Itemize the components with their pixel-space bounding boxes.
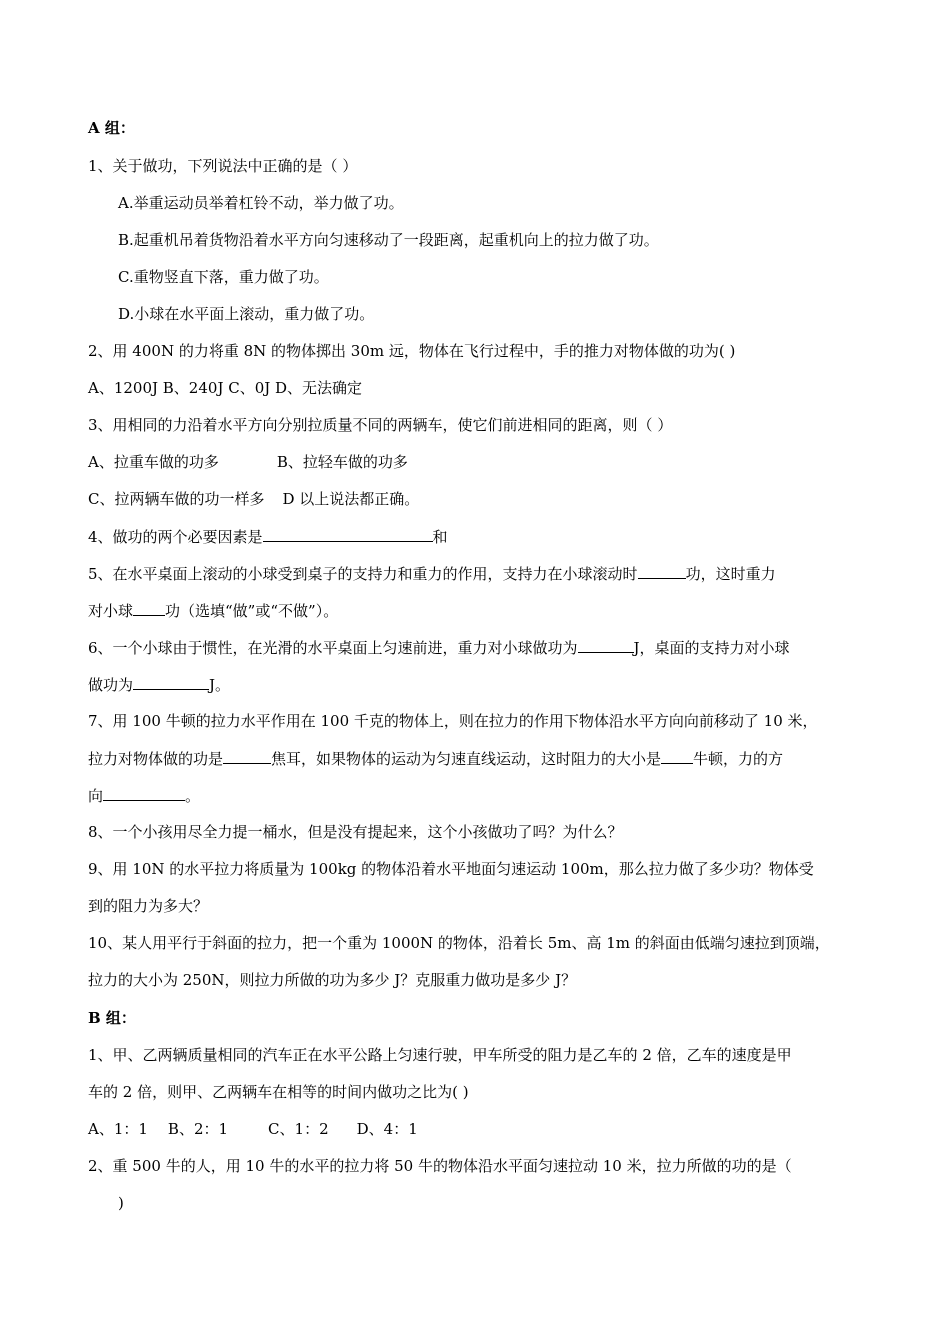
question-b1-line1: 1、甲、乙两辆质量相同的汽车正在水平公路上匀速行驶，甲车所受的阻力是乙车的 2 倍，乙车的速度是甲 xyxy=(88,1046,792,1064)
question-a8: 8、一个小孩用尽全力提一桶水，但是没有提起来，这个小孩做功了吗？为什么？ xyxy=(88,823,623,841)
question-b2-line2: ) xyxy=(118,1194,124,1212)
question-a3-option-d: D 以上说法都正确。 xyxy=(282,490,420,508)
question-a7-text-3: 牛顿，力的方 xyxy=(693,750,784,768)
question-a5-line1 xyxy=(88,563,776,583)
question-a10-line1: 10、某人用平行于斜面的拉力，把一个重为 1000N 的物体，沿着长 5m、高 1m 的斜面由低端匀速拉到顶端， xyxy=(88,934,830,952)
question-a4-text-before: 4、做功的两个必要因素是 xyxy=(88,528,263,546)
question-a7-line1: 7、用 100 牛顿的拉力水平作用在 100 千克的物体上，则在拉力的作用下物体沿水平方向向前移动了 10 米， xyxy=(88,712,818,730)
question-a3-option-b: B、拉轻车做的功多 xyxy=(276,453,408,471)
question-a2-stem: 2、用 400N 的力将重 8N 的物体掷出 30m 远，物体在飞行过程中，手的推力对物体做的功为( ) xyxy=(88,342,736,360)
question-a6-line2 xyxy=(88,674,230,694)
answer-blank[interactable] xyxy=(133,674,209,690)
group-a-heading: A 组： xyxy=(88,119,135,137)
question-a3-option-c: C、拉两辆车做的功一样多 xyxy=(88,490,265,508)
group-b-heading: B 组： xyxy=(88,1009,136,1027)
question-a9-line1: 9、用 10N 的水平拉力将质量为 100kg 的物体沿着水平地面匀速运动 100m，那么拉力做了多少功？物体受 xyxy=(88,860,814,878)
question-a5-text-2: 功，这时重力 xyxy=(685,565,776,583)
question-a4 xyxy=(88,526,448,546)
question-a5-text-1: 5、在水平桌面上滚动的小球受到桌子的支持力和重力的作用，支持力在小球滚动时 xyxy=(88,565,638,583)
question-a6-text-3: 做功为 xyxy=(88,676,134,694)
question-a7-text-2: 焦耳，如果物体的运动为匀速直线运动，这时阻力的大小是 xyxy=(271,750,662,768)
question-a3-options-row1 xyxy=(88,452,408,472)
question-a3-options-row2 xyxy=(88,489,419,509)
answer-blank[interactable] xyxy=(263,526,433,542)
question-a3-stem: 3、用相同的力沿着水平方向分别拉质量不同的两辆车，使它们前进相同的距离，则（ ） xyxy=(88,416,673,434)
question-b1-option-c: C、1：2 xyxy=(268,1120,329,1138)
question-a9-line2: 到的阻力为多大？ xyxy=(88,897,209,915)
question-b1-option-a: A、1：1 xyxy=(88,1120,148,1138)
question-a5-text-3: 对小球 xyxy=(88,602,134,620)
answer-blank[interactable] xyxy=(661,748,693,764)
question-a4-text-after: 和 xyxy=(432,528,448,546)
question-a7-text-4: 向 xyxy=(88,787,104,805)
question-a7-text-5: 。 xyxy=(185,787,201,805)
question-b1-options xyxy=(88,1119,418,1139)
question-a7-text-1: 拉力对物体做的功是 xyxy=(88,750,224,768)
question-a1-option-d: D.小球在水平面上滚动，重力做了功。 xyxy=(118,305,375,323)
question-a3-option-a: A、拉重车做的功多 xyxy=(88,453,219,471)
answer-blank[interactable] xyxy=(223,748,271,764)
answer-blank[interactable] xyxy=(578,637,634,653)
question-b1-line2: 车的 2 倍，则甲、乙两辆车在相等的时间内做功之比为( ) xyxy=(88,1083,469,1101)
question-a6-text-2: J，桌面的支持力对小球 xyxy=(633,639,790,657)
answer-blank[interactable] xyxy=(103,785,185,801)
question-a7-line2 xyxy=(88,748,783,768)
question-b1-option-b: B、2：1 xyxy=(167,1120,229,1138)
question-a5-text-4: 功（选填“做”或“不做”）。 xyxy=(165,602,339,620)
question-b1-option-d: D、4：1 xyxy=(356,1120,418,1138)
question-a6-line1 xyxy=(88,637,790,657)
question-a2-options: A、1200J B、240J C、0J D、无法确定 xyxy=(88,379,363,397)
question-a1-stem: 1、关于做功，下列说法中正确的是（ ） xyxy=(88,157,358,175)
question-a7-line3 xyxy=(88,785,200,805)
question-b2-line1: 2、重 500 牛的人，用 10 牛的水平的拉力将 50 牛的物体沿水平面匀速拉动 10 米，拉力所做的功的是（ xyxy=(88,1157,792,1175)
question-a5-line2 xyxy=(88,600,338,620)
question-a6-text-1: 6、一个小球由于惯性，在光滑的水平桌面上匀速前进，重力对小球做功为 xyxy=(88,639,578,657)
question-a1-option-b: B.起重机吊着货物沿着水平方向匀速移动了一段距离，起重机向上的拉力做了功。 xyxy=(118,231,659,249)
question-a6-text-4: J。 xyxy=(209,676,231,694)
question-a10-line2: 拉力的大小为 250N，则拉力所做的功为多少 J？克服重力做功是多少 J？ xyxy=(88,971,577,989)
question-a1-option-a: A.举重运动员举着杠铃不动，举力做了功。 xyxy=(118,194,404,212)
answer-blank[interactable] xyxy=(638,563,686,579)
question-a1-option-c: C.重物竖直下落，重力做了功。 xyxy=(118,268,329,286)
answer-blank[interactable] xyxy=(133,600,165,616)
